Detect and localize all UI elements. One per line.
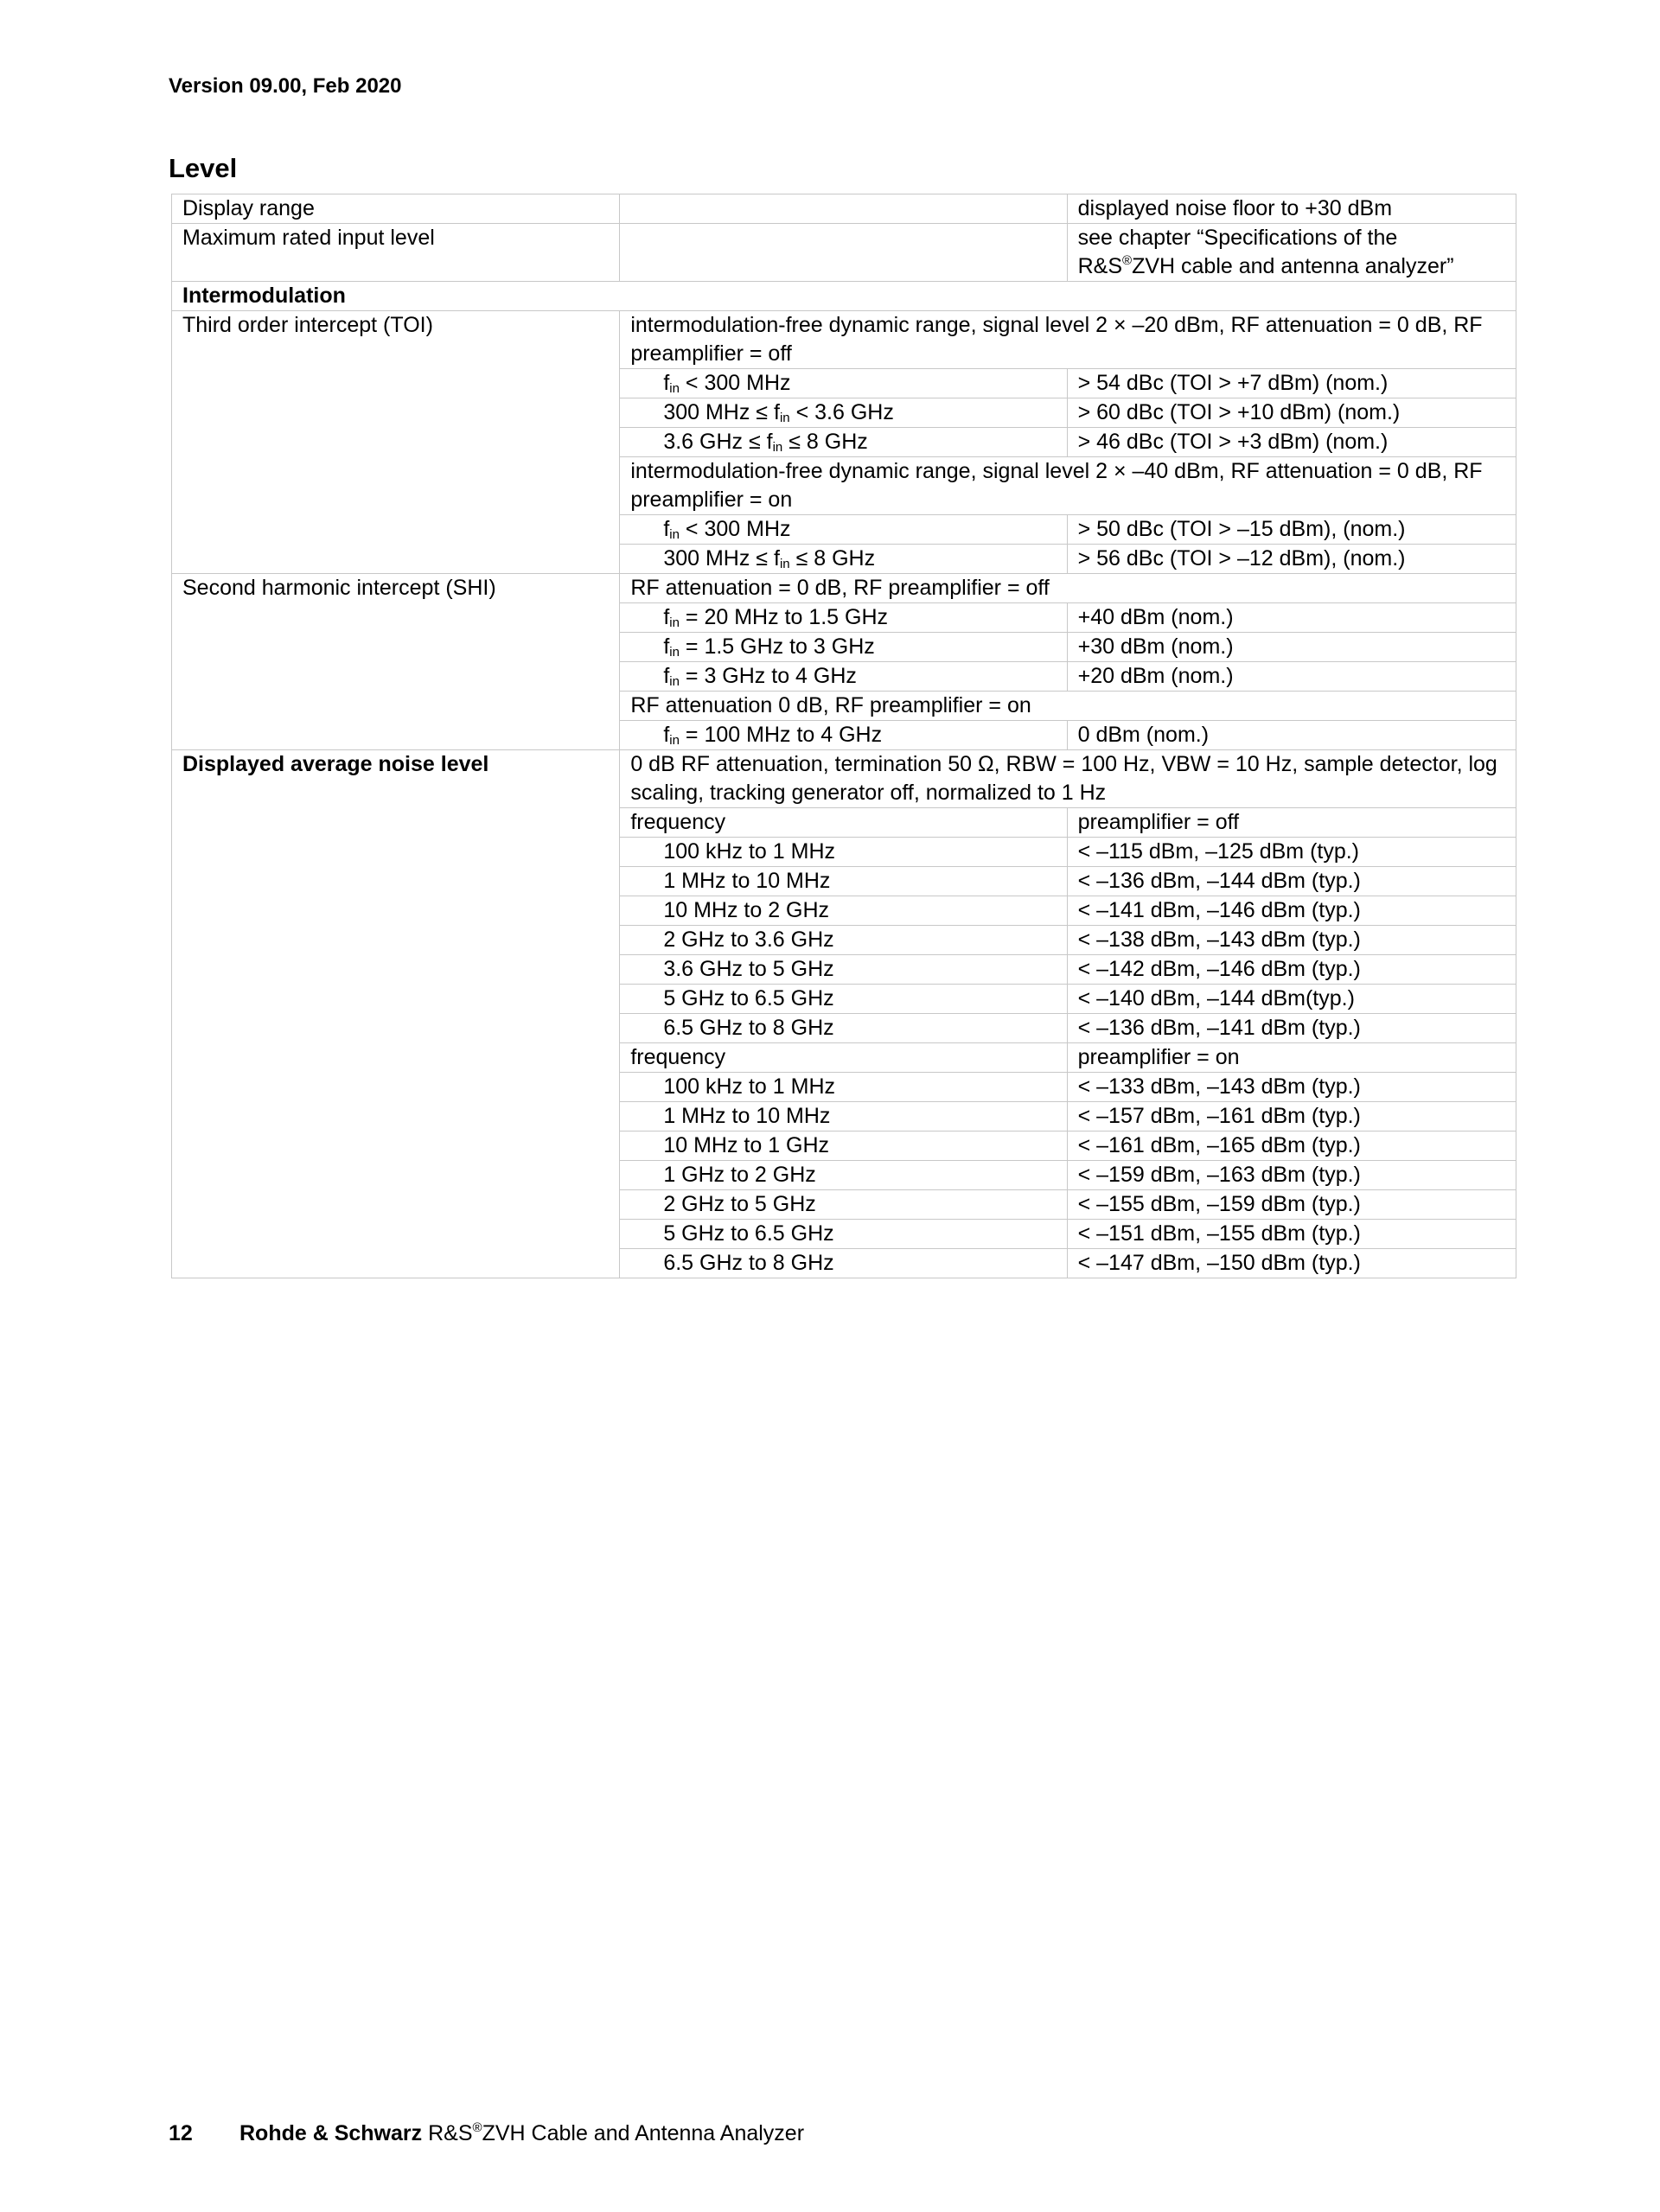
param-label: Third order intercept (TOI) — [172, 311, 620, 574]
frequency-range: $f_{in} = 1.5$ GHz to 3 GHz — [620, 633, 1067, 662]
param-value: +20 dBm (nom.) — [1067, 662, 1516, 692]
page-footer: 12 Rohde & Schwarz R&S®ZVH Cable and Antenna Analyzer — [169, 2120, 805, 2145]
condition-text: RF attenuation 0 dB, RF preamplifier = on — [620, 692, 1516, 721]
group-heading: Intermodulation — [172, 282, 1516, 311]
frequency-range: 2 GHz to 5 GHz — [620, 1190, 1067, 1220]
param-value: < –157 dBm, –161 dBm (typ.) — [1067, 1102, 1516, 1131]
frequency-range: 10 MHz to 2 GHz — [620, 896, 1067, 926]
frequency-range: 300 MHz ≤ $f_{in} < 3.6$ GHz — [620, 398, 1067, 428]
spec-table — [171, 194, 1516, 1278]
frequency-range: 1 MHz to 10 MHz — [620, 1102, 1067, 1131]
frequency-range: $f_{in} = 100$ MHz to 4 GHz — [620, 721, 1067, 750]
table-row — [172, 311, 1516, 369]
frequency-range: 5 GHz to 6.5 GHz — [620, 1220, 1067, 1249]
frequency-range: 1 MHz to 10 MHz — [620, 867, 1067, 896]
section-title: Level — [169, 153, 238, 183]
param-value: < –142 dBm, –146 dBm (typ.) — [1067, 955, 1516, 985]
param-value: < –151 dBm, –155 dBm (typ.) — [1067, 1220, 1516, 1249]
param-value: < –136 dBm, –144 dBm (typ.) — [1067, 867, 1516, 896]
param-value: > 60 dBc (TOI > +10 dBm) (nom.) — [1067, 398, 1516, 428]
param-value: +30 dBm (nom.) — [1067, 633, 1516, 662]
param-value: < –133 dBm, –143 dBm (typ.) — [1067, 1073, 1516, 1102]
frequency-range: 3.6 GHz ≤ $f_{in} \le 8$ GHz — [620, 428, 1067, 457]
frequency-range: $f_{in} < 300$ MHz — [620, 515, 1067, 545]
param-value: < –155 dBm, –159 dBm (typ.) — [1067, 1190, 1516, 1220]
frequency-range: 5 GHz to 6.5 GHz — [620, 985, 1067, 1014]
table-row — [172, 194, 1516, 224]
frequency-range: 10 MHz to 1 GHz — [620, 1131, 1067, 1161]
param-value: < –136 dBm, –141 dBm (typ.) — [1067, 1014, 1516, 1043]
table-row — [172, 574, 1516, 603]
frequency-range: 3.6 GHz to 5 GHz — [620, 955, 1067, 985]
frequency-range: $f_{in} = 20$ MHz to 1.5 GHz — [620, 603, 1067, 633]
param-value: < –161 dBm, –165 dBm (typ.) — [1067, 1131, 1516, 1161]
frequency-range: $f_{in} = 3$ GHz to 4 GHz — [620, 662, 1067, 692]
frequency-range: 1 GHz to 2 GHz — [620, 1161, 1067, 1190]
condition-text: RF attenuation = 0 dB, RF preamplifier = off — [620, 574, 1516, 603]
param-value: > 56 dBc (TOI > –12 dBm), (nom.) — [1067, 545, 1516, 574]
param-label: Displayed average noise level — [172, 750, 620, 1278]
frequency-range: 300 MHz ≤ $f_{in} \le 8$ GHz — [620, 545, 1067, 574]
param-value: < –147 dBm, –150 dBm (typ.) — [1067, 1249, 1516, 1278]
value-line: see chapter “Specifications of the — [1077, 226, 1398, 250]
param-value: < –159 dBm, –163 dBm (typ.) — [1067, 1161, 1516, 1190]
frequency-range: $f_{in} < 300$ MHz — [620, 369, 1067, 398]
page-number: 12 — [169, 2121, 193, 2145]
frequency-range: 100 kHz to 1 MHz — [620, 838, 1067, 867]
param-label: Display range — [172, 194, 620, 224]
param-value: 0 dBm (nom.) — [1067, 721, 1516, 750]
table-row — [172, 750, 1516, 808]
brand-name: Rohde & Schwarz — [239, 2121, 423, 2145]
document-version: Version 09.00, Feb 2020 — [169, 74, 402, 98]
param-value: < –141 dBm, –146 dBm (typ.) — [1067, 896, 1516, 926]
table-row — [172, 224, 1516, 282]
frequency-range: 100 kHz to 1 MHz — [620, 1073, 1067, 1102]
registered-mark: ® — [472, 2120, 482, 2135]
frequency-range: 6.5 GHz to 8 GHz — [620, 1014, 1067, 1043]
param-value: < –138 dBm, –143 dBm (typ.) — [1067, 926, 1516, 955]
frequency-range: 6.5 GHz to 8 GHz — [620, 1249, 1067, 1278]
param-value: < –140 dBm, –144 dBm(typ.) — [1067, 985, 1516, 1014]
param-label: Second harmonic intercept (SHI) — [172, 574, 620, 750]
column-label: preamplifier = off — [1067, 808, 1516, 838]
param-value: see chapter “Specifications of the R&S®ZVH cable and antenna analyzer” — [1067, 224, 1516, 282]
condition-text: intermodulation-free dynamic range, signal level 2 × –20 dBm, RF attenuation = 0 dB, RF preamplifier = off — [620, 311, 1516, 369]
product-name: ZVH Cable and Antenna Analyzer — [482, 2121, 805, 2145]
param-label: Maximum rated input level — [172, 224, 620, 282]
param-value: +40 dBm (nom.) — [1067, 603, 1516, 633]
column-label: frequency — [620, 808, 1067, 838]
frequency-range: 2 GHz to 3.6 GHz — [620, 926, 1067, 955]
registered-mark: ® — [1122, 253, 1133, 268]
condition-text: 0 dB RF attenuation, termination 50 Ω, RBW = 100 Hz, VBW = 10 Hz, sample detector, log scaling, tracking generator off, normalized to 1 Hz — [620, 750, 1516, 808]
table-row — [172, 282, 1516, 311]
column-label: preamplifier = on — [1067, 1043, 1516, 1073]
param-value: displayed noise floor to +30 dBm — [1067, 194, 1516, 224]
condition-text: intermodulation-free dynamic range, signal level 2 × –40 dBm, RF attenuation = 0 dB, RF preamplifier = on — [620, 457, 1516, 515]
param-value: > 46 dBc (TOI > +3 dBm) (nom.) — [1067, 428, 1516, 457]
column-label: frequency — [620, 1043, 1067, 1073]
param-value: > 54 dBc (TOI > +7 dBm) (nom.) — [1067, 369, 1516, 398]
param-value: > 50 dBc (TOI > –15 dBm), (nom.) — [1067, 515, 1516, 545]
param-value: < –115 dBm, –125 dBm (typ.) — [1067, 838, 1516, 867]
